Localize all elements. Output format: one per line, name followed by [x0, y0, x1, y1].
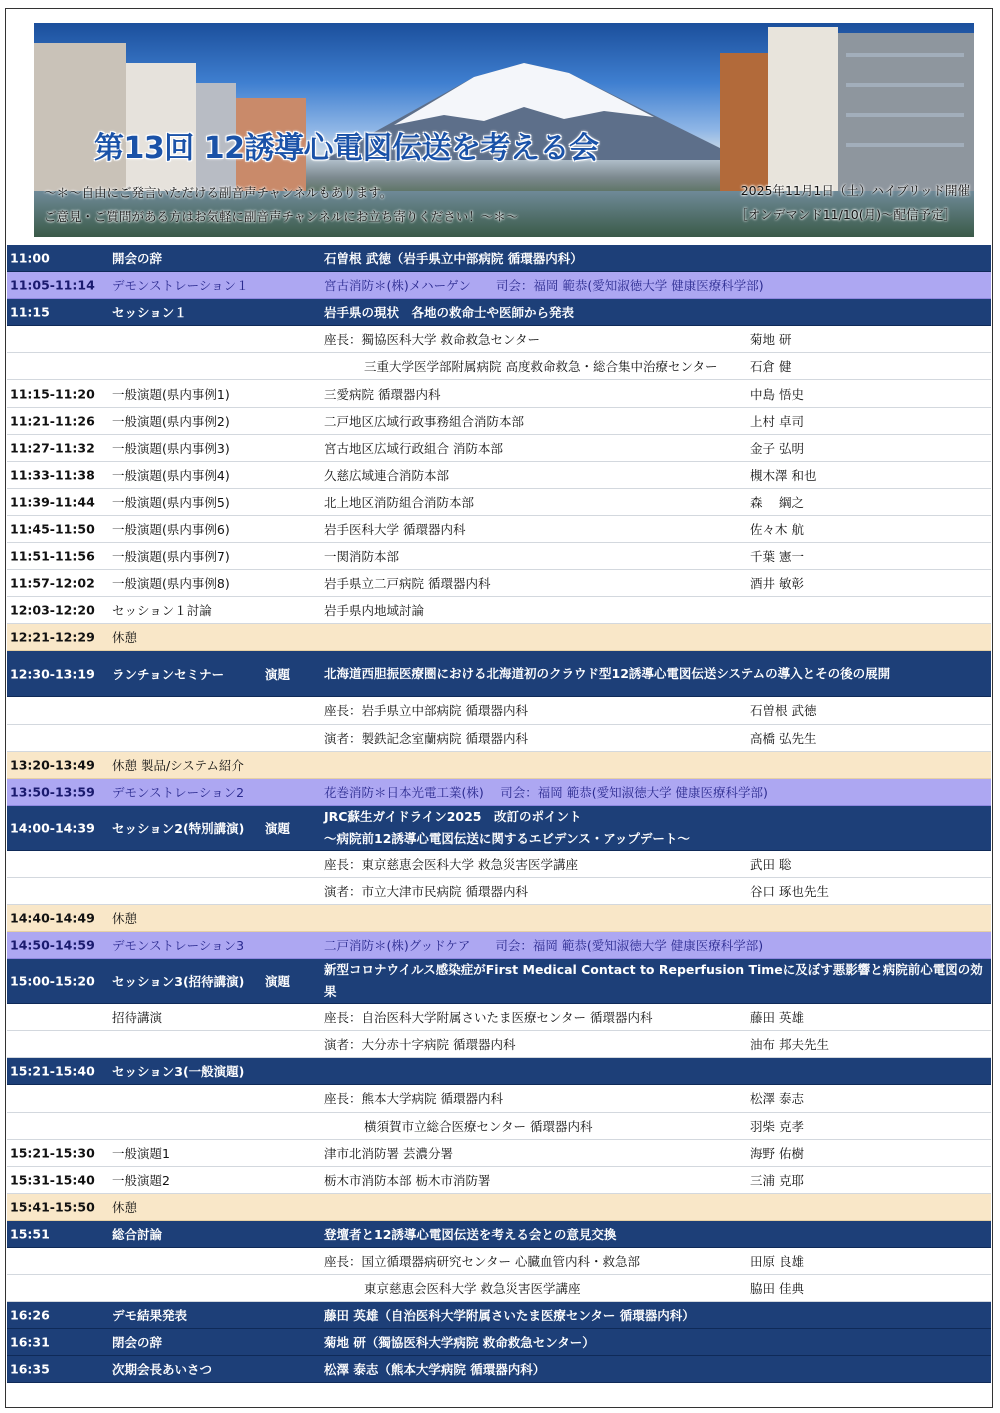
title-cell: デモンストレーション2	[112, 784, 245, 800]
schedule-row	[7, 516, 991, 543]
schedule-row	[7, 851, 991, 878]
title-cell: 一般演題(県内事例7)	[112, 549, 230, 565]
name-cell: 石倉 健	[750, 359, 792, 375]
time-cell: 12:30-13:19	[10, 666, 95, 682]
name-cell: 千葉 憲一	[750, 549, 804, 565]
schedule-row	[7, 353, 991, 380]
detail-cell: 演者：製鉄記念室蘭病院 循環器内科	[324, 730, 528, 746]
detail-cell: 石曽根 武徳（岩手県立中部病院 循環器内科）	[324, 251, 583, 267]
detail-cell: 岩手医科大学 循環器内科	[324, 521, 466, 537]
schedule-row	[7, 697, 991, 724]
time-cell: 15:41-15:50	[10, 1199, 95, 1215]
detail-cell: 座長：国立循環器病研究センター 心臓血管内科・救急部	[324, 1254, 640, 1270]
building-right-1	[720, 53, 768, 193]
schedule-row	[7, 1248, 991, 1275]
name-cell: 羽柴 克孝	[750, 1118, 804, 1134]
title-cell: 休憩	[112, 911, 138, 927]
sub-cell: 演題	[265, 820, 291, 836]
name-cell: 金子 弘明	[750, 440, 804, 456]
schedule-row	[7, 1113, 991, 1140]
title-cell: 次期会長あいさつ	[112, 1362, 213, 1378]
time-cell: 11:45-11:50	[10, 521, 95, 537]
time-cell: 11:27-11:32	[10, 440, 95, 456]
title-cell: 一般演題2	[112, 1172, 170, 1188]
detail-cell: 三愛病院 循環器内科	[324, 386, 441, 402]
title-cell: セッション１	[112, 305, 187, 321]
time-cell: 11:15	[10, 304, 50, 320]
time-cell: 15:51	[10, 1226, 50, 1242]
time-cell: 14:40-14:49	[10, 910, 95, 926]
schedule-row	[7, 1302, 991, 1329]
window-strip	[846, 113, 964, 117]
schedule-row	[7, 1221, 991, 1248]
schedule-row	[7, 1167, 991, 1194]
time-cell: 13:20-13:49	[10, 757, 95, 773]
detail-cell: 岩手県内地域討論	[324, 603, 425, 619]
time-cell: 11:39-11:44	[10, 494, 95, 510]
detail-cell: 岩手県の現状 各地の救命士や医師から発表	[324, 305, 575, 321]
detail-cell: 栃木市消防本部 栃木市消防署	[324, 1172, 491, 1188]
title-cell: 招待講演	[112, 1010, 163, 1026]
title-cell: 一般演題(県内事例1)	[112, 386, 230, 402]
schedule-row	[7, 326, 991, 353]
program-sheet	[5, 8, 993, 1408]
schedule-row	[7, 543, 991, 570]
time-cell: 11:21-11:26	[10, 413, 95, 429]
time-cell: 11:05-11:14	[10, 277, 95, 293]
schedule-row	[7, 1085, 991, 1112]
schedule-row	[7, 1031, 991, 1058]
detail-cell: 菊地 研（獨協医科大学病院 救命救急センター）	[324, 1335, 595, 1351]
schedule-row	[7, 752, 991, 779]
schedule-row	[7, 1356, 991, 1383]
title-cell: 休憩	[112, 1199, 138, 1215]
schedule-row	[7, 725, 991, 752]
name-cell: 藤田 英雄	[750, 1010, 804, 1026]
time-cell: 14:00-14:39	[10, 820, 95, 836]
schedule-row	[7, 651, 991, 697]
detail-cell: 二戸消防＊(株)グッドケア 司会：福岡 範恭(愛知淑徳大学 健康医療科学部)	[324, 938, 764, 954]
name-cell: 槻木澤 和也	[750, 467, 817, 483]
time-cell: 11:15-11:20	[10, 386, 95, 402]
event-title: 第13回 12誘導心電図伝送を考える会	[94, 131, 599, 166]
schedule-row	[7, 806, 991, 851]
time-cell: 15:31-15:40	[10, 1172, 95, 1188]
schedule-row	[7, 1140, 991, 1167]
schedule-row	[7, 462, 991, 489]
window-strip	[846, 83, 964, 87]
schedule-row	[7, 380, 991, 407]
schedule-row	[7, 570, 991, 597]
title-cell: セッション１討論	[112, 603, 212, 619]
title-cell: 一般演題(県内事例3)	[112, 440, 230, 456]
detail-cell: 座長：獨協医科大学 救命救急センター	[324, 332, 540, 348]
detail-cell: 二戸地区広域行政事務組合消防本部	[324, 413, 525, 429]
time-cell: 12:03-12:20	[10, 602, 95, 618]
detail-cell: 北上地区消防組合消防本部	[324, 494, 475, 510]
building-left-1	[34, 43, 126, 193]
time-cell: 16:35	[10, 1361, 50, 1377]
detail-cell: 座長：自治医科大学附属さいたま医療センター 循環器内科	[324, 1010, 653, 1026]
detail-cell: 登壇者と12誘導心電図伝送を考える会との意見交換	[324, 1226, 617, 1242]
title-cell: 一般演題(県内事例5)	[112, 494, 230, 510]
header-banner	[34, 23, 974, 237]
building-right-2	[768, 27, 838, 193]
title-cell: 一般演題1	[112, 1145, 170, 1161]
schedule-row	[7, 1194, 991, 1221]
schedule-row	[7, 299, 991, 326]
detail-cell: 横須賀市立総合医療センター 循環器内科	[364, 1118, 593, 1134]
schedule-row	[7, 779, 991, 806]
title-cell: ランチョンセミナー	[112, 666, 225, 682]
name-cell: 上村 卓司	[750, 413, 804, 429]
title-cell: デモンストレーション１	[112, 278, 249, 294]
banner-note-1: ～＊～自由にご発言いただける副音声チャンネルもあります。	[44, 185, 393, 200]
detail-cell: JRC蘇生ガイドライン2025 改訂のポイント ～病院前12誘導心電図伝送に関するエビデンス・アップデート～	[324, 808, 690, 846]
time-cell: 12:21-12:29	[10, 629, 95, 645]
time-cell: 15:00-15:20	[10, 973, 95, 989]
window-strip	[846, 53, 964, 57]
name-cell: 田原 良雄	[750, 1254, 804, 1270]
name-cell: 油布 邦夫先生	[750, 1037, 829, 1053]
name-cell: 酒井 敏彰	[750, 576, 804, 592]
time-cell: 15:21-15:30	[10, 1145, 95, 1161]
banner-note-2: ご意見・ご質問がある方はお気軽に副音声チャンネルにお立ち寄りください！～＊～	[44, 209, 519, 224]
title-cell: 開会の辞	[112, 251, 163, 267]
title-cell: 総合討論	[112, 1226, 163, 1242]
detail-cell: 津市北消防署 芸濃分署	[324, 1145, 453, 1161]
schedule-row	[7, 959, 991, 1004]
schedule-row	[7, 1275, 991, 1302]
detail-cell: 宮古地区広域行政組合 消防本部	[324, 440, 503, 456]
detail-cell: 久慈広域連合消防本部	[324, 467, 450, 483]
name-cell: 菊地 研	[750, 332, 792, 348]
schedule-row	[7, 272, 991, 299]
detail-cell: 座長：熊本大学病院 循環器内科	[324, 1091, 503, 1107]
time-cell: 11:51-11:56	[10, 548, 95, 564]
name-cell: 石曽根 武徳	[750, 703, 817, 719]
schedule-row	[7, 624, 991, 651]
event-date: 2025年11月1日（土）ハイブリッド開催	[740, 183, 970, 198]
name-cell: 脇田 佳典	[750, 1281, 804, 1297]
name-cell: 三浦 克耶	[750, 1172, 804, 1188]
schedule-row	[7, 1058, 991, 1085]
schedule-row	[7, 1004, 991, 1031]
title-cell: 一般演題(県内事例8)	[112, 576, 230, 592]
schedule-row	[7, 489, 991, 516]
detail-cell: 藤田 英雄（自治医科大学附属さいたま医療センター 循環器内科）	[324, 1308, 695, 1324]
schedule-row	[7, 435, 991, 462]
time-cell: 13:50-13:59	[10, 784, 95, 800]
detail-cell: 演者：大分赤十字病院 循環器内科	[324, 1037, 516, 1053]
name-cell: 武田 聡	[750, 856, 792, 872]
name-cell: 高橋 弘先生	[750, 730, 817, 746]
detail-cell: 一関消防本部	[324, 549, 400, 565]
time-cell: 16:31	[10, 1334, 50, 1350]
detail-cell: 座長：岩手県立中部病院 循環器内科	[324, 703, 528, 719]
detail-cell: 東京慈恵会医科大学 救急災害医学講座	[364, 1281, 581, 1297]
detail-cell: 北海道西胆振医療圏における北海道初のクラウド型12誘導心電図伝送システムの導入とその後の展開	[324, 665, 891, 681]
detail-cell: 松澤 泰志（熊本大学病院 循環器内科）	[324, 1362, 546, 1378]
detail-cell: 三重大学医学部附属病院 高度救命救急・総合集中治療センター	[364, 359, 718, 375]
title-cell: セッション3(一般演題)	[112, 1064, 245, 1080]
detail-cell: 演者：市立大津市民病院 循環器内科	[324, 883, 528, 899]
title-cell: セッション2(特別講演)	[112, 820, 245, 836]
schedule-table	[7, 245, 991, 1383]
time-cell: 11:57-12:02	[10, 575, 95, 591]
time-cell: 14:50-14:59	[10, 937, 95, 953]
schedule-row	[7, 878, 991, 905]
title-cell: デモ結果発表	[112, 1308, 188, 1324]
sub-cell: 演題	[265, 974, 291, 990]
title-cell: セッション3(招待講演)	[112, 974, 245, 990]
detail-cell: 座長：東京慈恵会医科大学 救急災害医学講座	[324, 856, 578, 872]
title-cell: 休憩 製品/システム紹介	[112, 757, 244, 773]
name-cell: 佐々木 航	[750, 521, 804, 537]
schedule-row	[7, 245, 991, 272]
title-cell: 一般演題(県内事例2)	[112, 413, 230, 429]
schedule-row	[7, 905, 991, 932]
detail-cell: 宮古消防＊(株)メハーゲン 司会：福岡 範恭(愛知淑徳大学 健康医療科学部)	[324, 278, 764, 294]
time-cell: 16:26	[10, 1307, 50, 1323]
time-cell: 11:33-11:38	[10, 467, 95, 483]
title-cell: 閉会の辞	[112, 1335, 163, 1351]
ondemand-note: ［オンデマンド11/10(月)～配信予定］	[735, 207, 956, 222]
name-cell: 松澤 泰志	[750, 1091, 804, 1107]
name-cell: 谷口 琢也先生	[750, 883, 829, 899]
schedule-row	[7, 597, 991, 624]
name-cell: 中島 悟史	[750, 386, 804, 402]
schedule-row	[7, 1329, 991, 1356]
detail-cell: 花巻消防＊日本光電工業(株) 司会：福岡 範恭(愛知淑徳大学 健康医療科学部)	[324, 784, 768, 800]
detail-cell: 新型コロナウイルス感染症がFirst Medical Contact to Reperfusion Timeに及ぼす悪影響と病院前心電図の効果	[324, 962, 983, 1000]
title-cell: 休憩	[112, 630, 138, 646]
window-strip	[846, 143, 964, 147]
sub-cell: 演題	[265, 666, 291, 682]
title-cell: デモンストレーション3	[112, 938, 245, 954]
time-cell: 11:00	[10, 250, 50, 266]
title-cell: 一般演題(県内事例6)	[112, 521, 230, 537]
schedule-row	[7, 408, 991, 435]
name-cell: 森 綱之	[750, 494, 804, 510]
time-cell: 15:21-15:40	[10, 1063, 95, 1079]
name-cell: 海野 佑樹	[750, 1145, 804, 1161]
schedule-row	[7, 932, 991, 959]
detail-cell: 岩手県立二戸病院 循環器内科	[324, 576, 491, 592]
title-cell: 一般演題(県内事例4)	[112, 467, 230, 483]
